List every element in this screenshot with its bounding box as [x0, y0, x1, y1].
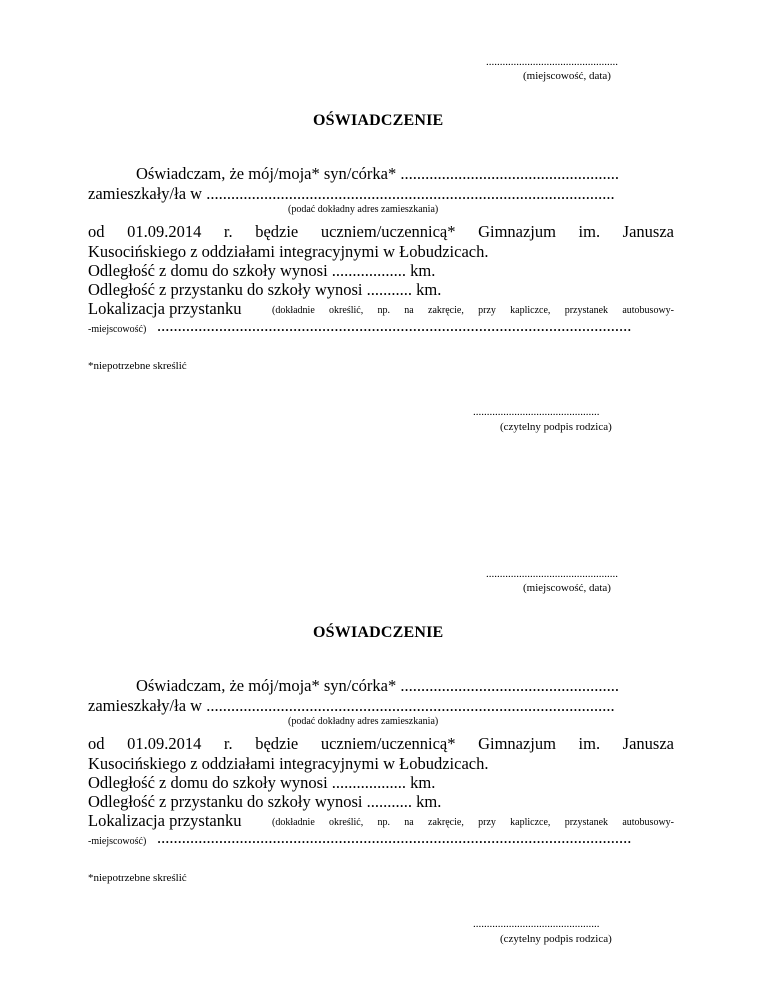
declaration-form-2 [0, 512, 768, 992]
son-daughter-line: Oświadczam, że mój/moja* syn/córka* ..................................................... [136, 676, 620, 695]
stop-distance-line: Odległość z przystanku do szkoły wynosi ........... km. [88, 280, 442, 299]
stop-location-label: Lokalizacja przystanku [88, 811, 242, 830]
stop-location-label: Lokalizacja przystanku [88, 299, 242, 318]
stop-location-hint-cont: -miejscowość) [88, 836, 147, 847]
stop-location-hint: (dokładnie określić, np. na zakręcie, przy kapliczce, przystanek autobusowy- [272, 817, 674, 828]
stop-location-field: ................................................................................................................... [157, 316, 632, 335]
form-title: OŚWIADCZENIE [313, 112, 444, 129]
school-line: od 01.09.2014 r. będzie uczniem/uczennicą* Gimnazjum im. Janusza [88, 734, 674, 753]
place-date-field: ................................................ [486, 568, 618, 580]
address-hint: (podać dokładny adres zamieszkania) [288, 204, 439, 215]
footnote: *niepotrzebne skreślić [88, 872, 187, 884]
stop-location-hint: (dokładnie określić, np. na zakręcie, przy kapliczce, przystanek autobusowy- [272, 305, 674, 316]
place-date-caption: (miejscowość, data) [523, 582, 611, 594]
signature-caption: (czytelny podpis rodzica) [500, 933, 612, 945]
home-distance-line: Odległość z domu do szkoły wynosi .................. km. [88, 261, 436, 280]
form-title: OŚWIADCZENIE [313, 624, 444, 641]
footnote: *niepotrzebne skreślić [88, 360, 187, 372]
residence-line: zamieszkały/ła w ................................................................................................... [88, 184, 615, 203]
address-hint: (podać dokładny adres zamieszkania) [288, 716, 439, 727]
signature-caption: (czytelny podpis rodzica) [500, 421, 612, 433]
stop-location-hint-cont: -miejscowość) [88, 324, 147, 335]
school-name-line: Kusocińskiego z oddziałami integracyjnymi w Łobudzicach. [88, 242, 489, 261]
home-distance-line: Odległość z domu do szkoły wynosi .................. km. [88, 773, 436, 792]
signature-field: .............................................. [473, 918, 600, 930]
declaration-form-1 [0, 0, 768, 480]
stop-distance-line: Odległość z przystanku do szkoły wynosi ........... km. [88, 792, 442, 811]
place-date-caption: (miejscowość, data) [523, 70, 611, 82]
school-name-line: Kusocińskiego z oddziałami integracyjnymi w Łobudzicach. [88, 754, 489, 773]
school-line: od 01.09.2014 r. będzie uczniem/uczennicą* Gimnazjum im. Janusza [88, 222, 674, 241]
stop-location-field: ................................................................................................................... [157, 828, 632, 847]
residence-line: zamieszkały/ła w ................................................................................................... [88, 696, 615, 715]
son-daughter-line: Oświadczam, że mój/moja* syn/córka* ..................................................... [136, 164, 620, 183]
place-date-field: ................................................ [486, 56, 618, 68]
signature-field: .............................................. [473, 406, 600, 418]
